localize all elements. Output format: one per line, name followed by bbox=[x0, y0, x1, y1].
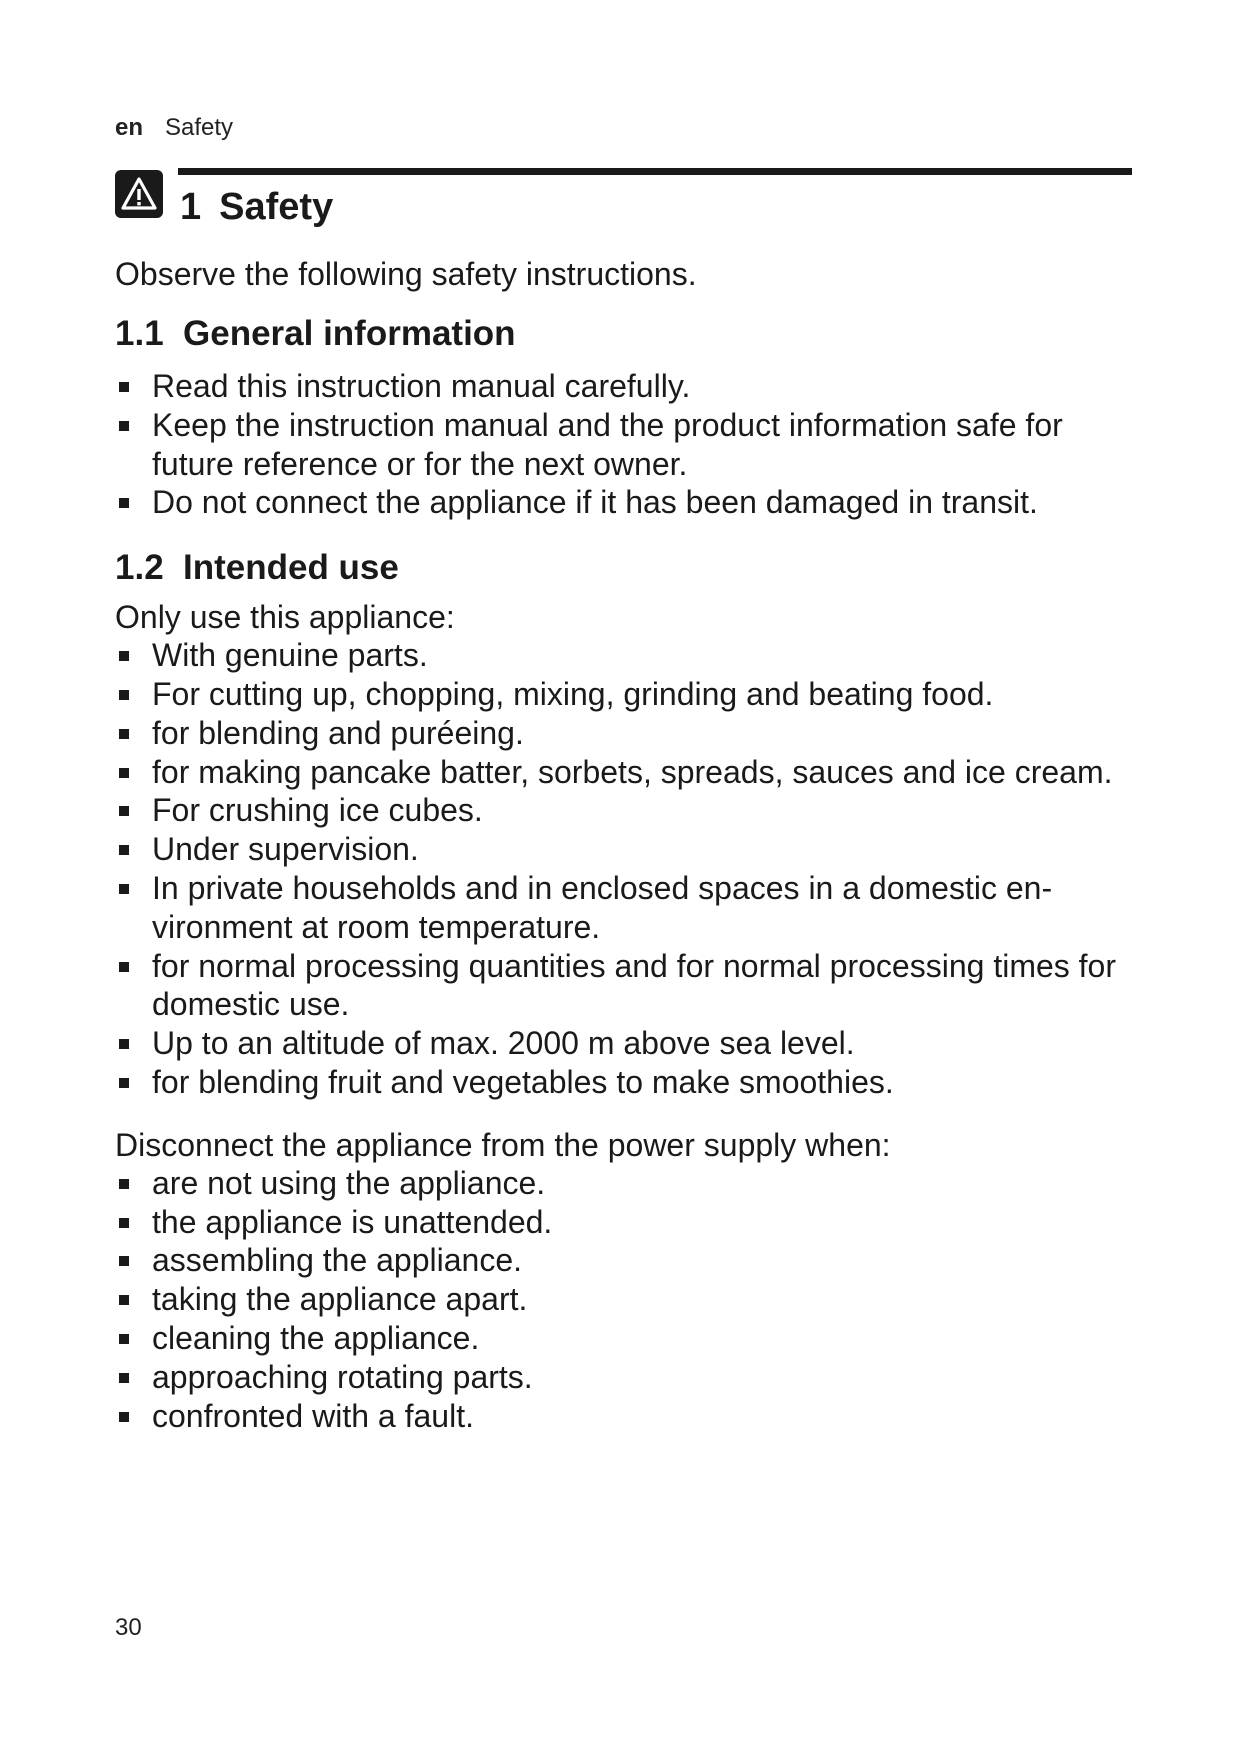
section-title: Intended use bbox=[183, 548, 399, 588]
section-number: 1.1 bbox=[115, 314, 164, 353]
intended-use-list bbox=[115, 636, 1135, 1102]
list-item: In private households and in enclosed spaces in a domestic en- vironment at room temperature. bbox=[115, 869, 1135, 947]
chapter-intro: Observe the following safety instructions. bbox=[115, 256, 697, 292]
bullet-square-icon bbox=[119, 1078, 129, 1088]
bullet-square-icon bbox=[119, 806, 129, 816]
bullet-square-icon bbox=[119, 690, 129, 700]
running-header bbox=[115, 114, 233, 142]
general-info-list bbox=[115, 367, 1135, 522]
header-section-title: Safety bbox=[165, 114, 234, 141]
list-item: approaching rotating parts. bbox=[115, 1358, 1135, 1397]
bullet-square-icon bbox=[119, 1039, 129, 1049]
list-item: for blending fruit and vegetables to make smoothies. bbox=[115, 1063, 1135, 1102]
list-item: Read this instruction manual carefully. bbox=[115, 367, 1135, 406]
bullet-square-icon bbox=[119, 729, 129, 739]
list-item: Under supervision. bbox=[115, 830, 1135, 869]
page-content bbox=[115, 255, 1135, 1435]
bullet-square-icon bbox=[119, 1179, 129, 1189]
bullet-square-icon bbox=[119, 1412, 129, 1422]
bullet-square-icon bbox=[119, 651, 129, 661]
bullet-square-icon bbox=[119, 1256, 129, 1266]
intended-use-intro: Only use this appliance: bbox=[115, 599, 455, 636]
list-item: for blending and puréeing. bbox=[115, 714, 1135, 753]
bullet-square-icon bbox=[119, 884, 129, 894]
list-item: For crushing ice cubes. bbox=[115, 791, 1135, 830]
list-item: for normal processing quantities and for normal processing times for domestic use. bbox=[115, 947, 1135, 1025]
chapter-number: 1 bbox=[180, 186, 202, 228]
disconnect-intro: Disconnect the appliance from the power supply when: bbox=[115, 1126, 891, 1163]
list-item: assembling the appliance. bbox=[115, 1241, 1135, 1280]
bullet-square-icon bbox=[119, 498, 129, 508]
language-code: en bbox=[115, 114, 144, 141]
bullet-square-icon bbox=[119, 768, 129, 778]
list-item: confronted with a fault. bbox=[115, 1397, 1135, 1436]
list-item: With genuine parts. bbox=[115, 636, 1135, 675]
bullet-square-icon bbox=[119, 421, 129, 431]
bullet-square-icon bbox=[119, 1295, 129, 1305]
bullet-square-icon bbox=[119, 382, 129, 392]
list-item: are not using the appliance. bbox=[115, 1164, 1135, 1203]
list-item: cleaning the appliance. bbox=[115, 1319, 1135, 1358]
list-item: Do not connect the appliance if it has been damaged in transit. bbox=[115, 483, 1135, 522]
list-item: taking the appliance apart. bbox=[115, 1280, 1135, 1319]
bullet-square-icon bbox=[119, 1334, 129, 1344]
bullet-square-icon bbox=[119, 845, 129, 855]
list-item: For cutting up, chopping, mixing, grinding and beating food. bbox=[115, 675, 1135, 714]
chapter-rule bbox=[178, 168, 1132, 175]
list-item: Keep the instruction manual and the product information safe for future reference or for the next owner. bbox=[115, 406, 1135, 484]
section-title: General information bbox=[183, 314, 516, 353]
list-item: Up to an altitude of max. 2000 m above sea level. bbox=[115, 1024, 1135, 1063]
list-item: the appliance is unattended. bbox=[115, 1203, 1135, 1242]
section-heading-general bbox=[115, 314, 1135, 354]
section-heading-intended-use bbox=[115, 548, 1135, 588]
bullet-square-icon bbox=[119, 1373, 129, 1383]
list-item: for making pancake batter, sorbets, spreads, sauces and ice cream. bbox=[115, 753, 1135, 792]
chapter-title-text: Safety bbox=[219, 186, 334, 228]
chapter-title bbox=[180, 186, 333, 229]
warning-triangle-icon bbox=[115, 170, 163, 218]
page-number: 30 bbox=[115, 1614, 142, 1641]
section-number: 1.2 bbox=[115, 548, 164, 588]
disconnect-list bbox=[115, 1164, 1135, 1436]
bullet-square-icon bbox=[119, 1218, 129, 1228]
bullet-square-icon bbox=[119, 962, 129, 972]
